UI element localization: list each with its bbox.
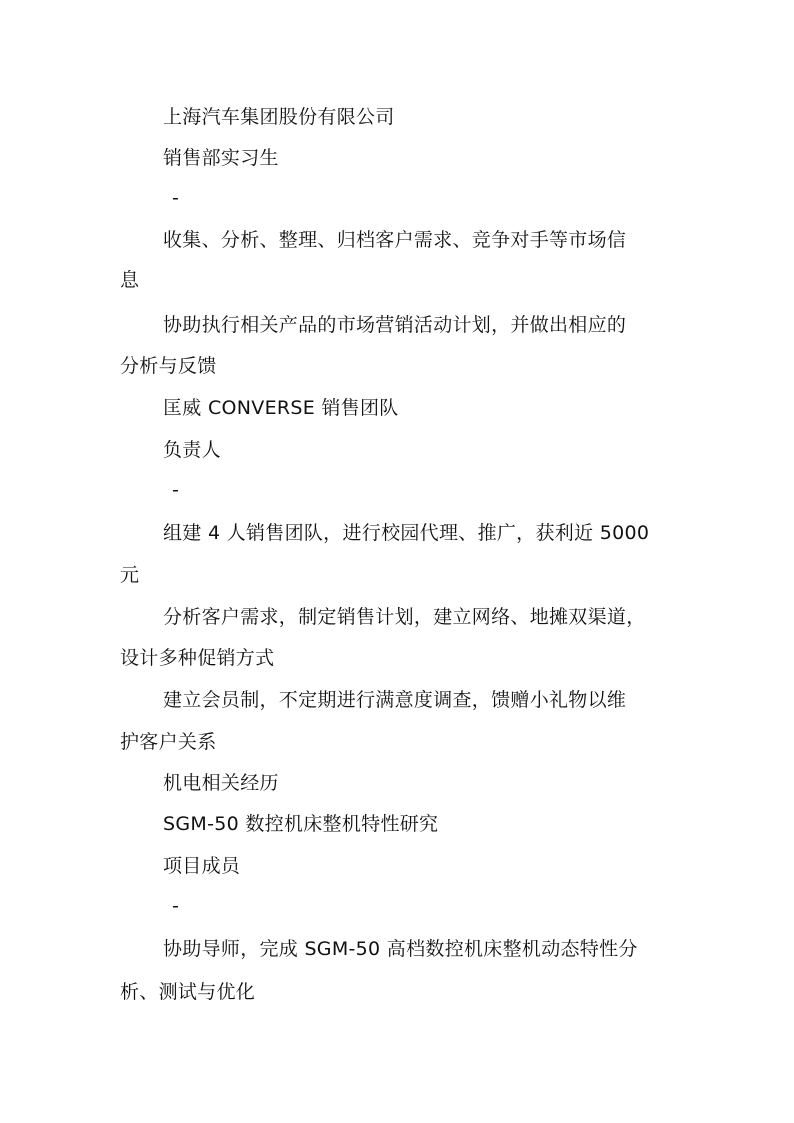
paragraph-line: 收集、分析、整理、归档客户需求、竞争对手等市场信 — [163, 229, 627, 251]
job-title-sales-intern: 销售部实习生 — [163, 147, 279, 169]
paragraph-line: 分析客户需求，制定销售计划，建立网络、地摊双渠道， — [163, 606, 646, 628]
role-project-member: 项目成员 — [163, 855, 241, 877]
project-title-sgm50: SGM-50 数控机床整机特性研究 — [163, 813, 439, 835]
dash-separator: - — [172, 187, 180, 209]
paragraph-line-wrap: 设计多种促销方式 — [120, 647, 275, 669]
paragraph-line-wrap: 息 — [120, 269, 140, 291]
role-leader: 负责人 — [163, 439, 221, 461]
paragraph-line-wrap: 分析与反馈 — [120, 355, 217, 377]
dash-separator: - — [172, 479, 180, 501]
paragraph-line-wrap: 析、测试与优化 — [120, 981, 256, 1003]
paragraph-line-wrap: 元 — [120, 564, 140, 586]
paragraph-line: 组建 4 人销售团队，进行校园代理、推广，获利近 5000 — [163, 522, 650, 544]
paragraph-line-wrap: 护客户关系 — [120, 731, 217, 753]
team-name-converse: 匡威 CONVERSE 销售团队 — [163, 397, 399, 419]
paragraph-line: 协助执行相关产品的市场营销活动计划，并做出相应的 — [163, 314, 627, 336]
paragraph-line: 协助导师，完成 SGM-50 高档数控机床整机动态特性分 — [163, 938, 638, 960]
section-heading-mechatronics: 机电相关经历 — [163, 772, 279, 794]
paragraph-line: 建立会员制，不定期进行满意度调查，馈赠小礼物以维 — [163, 689, 627, 711]
dash-separator: - — [172, 895, 180, 917]
company-name-saic: 上海汽车集团股份有限公司 — [163, 106, 395, 128]
